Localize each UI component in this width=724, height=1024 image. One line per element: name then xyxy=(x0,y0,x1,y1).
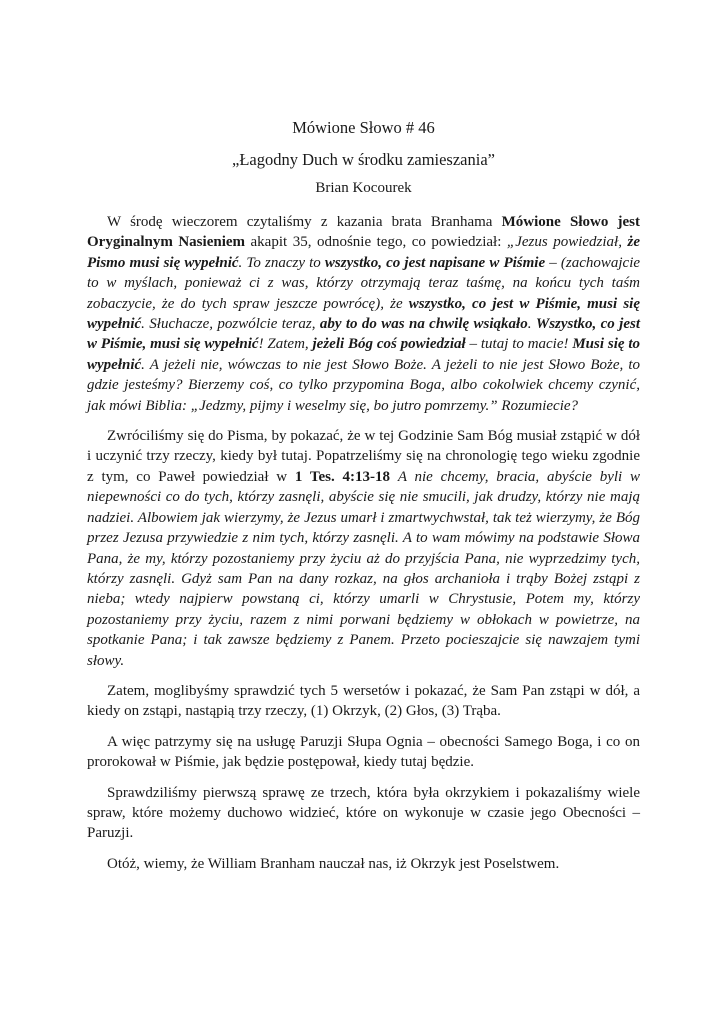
p1-quote-emphasis: aby to do was na chwilę wsiąkało xyxy=(319,316,528,333)
p1-quote-emphasis: wszystko, co jest w Piśmie, musi się wypełnić xyxy=(87,295,640,333)
document-author: Brian Kocourek xyxy=(315,180,412,196)
p1-quote-emphasis: jeżeli Bóg coś powiedział xyxy=(312,336,466,353)
p2-text: Zwróciliśmy się do Pisma, by pokazać, że w tej Godzinie Sam Bóg musiał zstąpić w dół i uczynić trzy rzeczy, kiedy był tutaj. Popatrzeliśmy się na chronologię tego wieku zgodnie z tym, co Paweł powiedział w xyxy=(87,428,640,485)
p1-quote: . xyxy=(527,316,536,333)
p1-quote: „Jezus powiedział, xyxy=(506,234,628,251)
p1-quote-emphasis: wszystko, co jest napisane w Piśmie xyxy=(324,254,546,271)
paragraph-6: Otóż, wiemy, że William Branham nauczał nas, iż Okrzyk jest Poselstwem. xyxy=(107,855,560,872)
document-subtitle: „Łagodny Duch w środku zamieszania” xyxy=(232,150,495,169)
p1-quote-emphasis: że Pismo musi się wypełnić xyxy=(87,234,640,271)
p1-quote: . To znaczy to xyxy=(238,254,325,271)
paragraph-5: Sprawdziliśmy pierwszą sprawę ze trzech, która była okrzykiem i pokazaliśmy wiele spraw, które możemy duchowo widzieć, które on wykonuje w czasie jego Obecności – Paruzji. xyxy=(87,784,640,842)
p1-quote: – (zachowajcie to w myślach, ponieważ ci z was, którzy otrzymają teraz taśmę, na końcu tych taśm zobaczycie, że do tych spraw jeszcze powrócę), że xyxy=(87,254,641,312)
paragraph-3: Zatem, moglibyśmy sprawdzić tych 5 wersetów i pokazać, że Sam Pan zstąpi w dół, a kiedy on zstąpi, nastąpią trzy rzeczy, (1) Okrzyk, (2) Głos, (3) Trąba. xyxy=(87,682,640,720)
p1-quote: – tutaj to macie! xyxy=(465,336,573,353)
paragraph-4: A więc patrzymy się na usługę Paruzji Słupa Ognia – obecności Samego Boga, i co on prorokował w Piśmie, jak będzie postępował, kiedy tutaj będzie. xyxy=(87,733,640,771)
p1-quote: . A jeżeli nie, wówczas to nie jest Słowo Boże. A jeżeli to nie jest Słowo Boże, to gdzie jesteśmy? Bierzemy coś, co tylko przypomina Boga, albo cokolwiek chcemy czynić, jak mówi Biblia: „Jedzmy, pijmy i weselmy się, bo jutro pomrzemy.” Rozumiecie? xyxy=(87,356,640,414)
p1-quote-emphasis: Musi się to wypełnić xyxy=(87,336,641,373)
p1-quote-emphasis: Wszystko, co jest w Piśmie, musi się wypełnić xyxy=(87,316,641,353)
paragraph-2 xyxy=(87,426,640,671)
p1-text: W środę wieczorem czytaliśmy z kazania brata Branhama xyxy=(107,214,502,230)
p1-quote: ! Zatem, xyxy=(258,336,313,353)
p1-quote: . Słuchacze, pozwólcie teraz, xyxy=(141,316,320,333)
p1-sermon-title: Mówione Słowo jest Oryginalnym Nasieniem xyxy=(87,214,640,251)
document-page xyxy=(87,118,640,883)
p1-text: akapit 35, odnośnie tego, co powiedział: xyxy=(245,234,507,251)
document-title: Mówione Słowo # 46 xyxy=(292,118,435,137)
p2-text xyxy=(390,469,398,485)
p2-scripture-reference: 1 Tes. 4:13-18 xyxy=(294,468,391,485)
paragraph-1 xyxy=(87,212,640,416)
p2-scripture-quote: A nie chcemy, bracia, abyście byli w niepewności co do tych, którzy zasnęli, abyście się nie smucili, jak drudzy, którzy nie mają nadziei. Albowiem jak wierzymy, że Jezus umarł i zmartwychwstał, tak też wierzymy, że Bóg przez Jezusa przywiedzie z nim tych, którzy zasnęli. A to wam mówimy na podstawie Słowa Pana, że my, którzy pozostaniemy przy życiu aż do przyjścia Pana, nie wyprzedzimy tych, którzy zasnęli. Gdyż sam Pan na dany rozkaz, na głos archanioła i trąby Bożej zstąpi z nieba; wtedy najpierw powstaną ci, którzy umarli w Chrystusie, Potem my, którzy pozostaniemy przy życiu, razem z nimi porwani będziemy w obłokach w powietrze, na spotkanie Pana; i tak zawsze będziemy z Panem. Przeto pocieszajcie się nawzajem tymi słowy. xyxy=(87,468,641,669)
